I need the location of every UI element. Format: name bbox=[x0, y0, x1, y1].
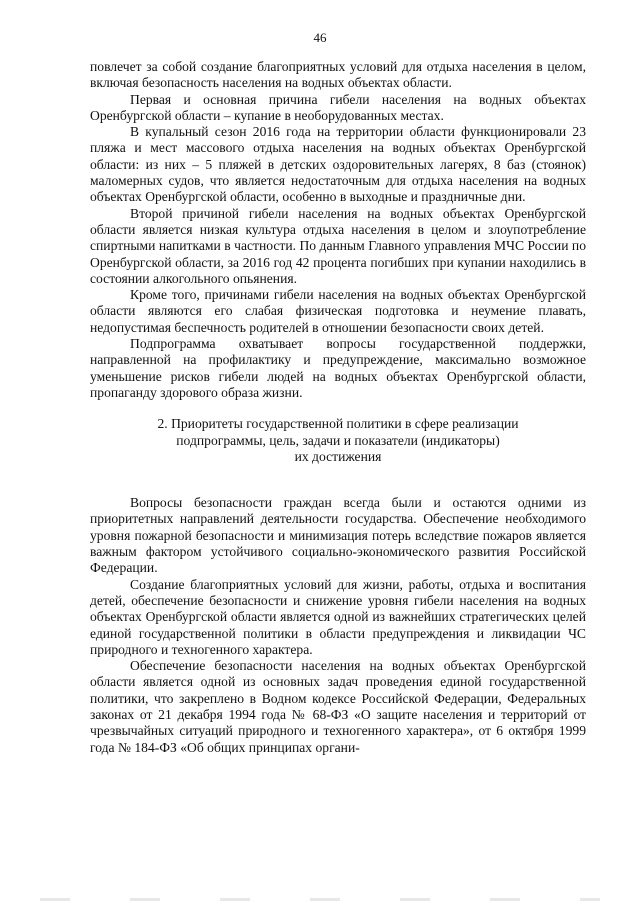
page-number: 46 bbox=[313, 30, 327, 45]
paragraph: Вопросы безопасности граждан всегда были и остаются одними из приоритетных направлений деятельности государства. Обеспечение необходимого уровня пожарной безопасности и минимизация потерь вследствие пожаров является важным фактором устойчивого социально-экономического развития Российской Федерации. bbox=[90, 495, 586, 576]
section-heading-line: их достижения bbox=[294, 448, 382, 464]
paragraph: Создание благоприятных условий для жизни, работы, отдыха и воспитания детей, обеспечение безопасности и снижение уровня гибели населения на водных объектах Оренбургской области является одной из важнейших стратегических целей единой государственной политики в области предупреждения и ликвидации ЧС природного и техногенного характера. bbox=[90, 576, 586, 657]
document-body bbox=[90, 59, 586, 756]
section-heading-line: 2. Приоритеты государственной политики в сфере реализации bbox=[157, 416, 519, 432]
paragraph: Второй причиной гибели населения на водных объектах Оренбургской области является низкая культура отдыха населения в целом и злоупотребление спиртными напитками в частности. По данным Главного управления МЧС России по Оренбургской области, за 2016 год 42 процента погибших при купании находились в состоянии алкогольного опьянения. bbox=[90, 205, 586, 286]
scan-footer-artifact bbox=[40, 898, 600, 901]
paragraph: В купальный сезон 2016 года на территории области функционировали 23 пляжа и мест массового отдыха населения на водных объектах Оренбургской области: из них – 5 пляжей в детских оздоровительных лагерях, 8 баз (стоянок) маломерных судов, что является недостаточным для отдыха населения на водных объектах Оренбургской области, особенно в выходные и праздничные дни. bbox=[90, 124, 586, 205]
paragraph: Первая и основная причина гибели населения на водных объектах Оренбургской области – купание в необорудованных местах. bbox=[90, 91, 586, 123]
paragraph: Кроме того, причинами гибели населения на водных объектах Оренбургской области являются его слабая физическая подготовка и неумение плавать, недопустимая беспечность родителей в отношении безопасности своих детей. bbox=[90, 287, 586, 335]
paragraph: Обеспечение безопасности населения на водных объектах Оренбургской области является одной из основных задач проведения единой государственной политики, что закреплено в Водном кодексе Российской Федерации, Федеральных законах от 21 декабря 1994 года № 68-ФЗ «О защите населения и территорий от чрезвычайных ситуаций природного и техногенного характера», от 6 октября 1999 года № 184-ФЗ «Об общих принципах органи- bbox=[90, 658, 586, 755]
section-heading bbox=[90, 416, 586, 465]
section-heading-line: подпрограммы, цель, задачи и показатели (индикаторы) bbox=[176, 432, 500, 448]
paragraph: повлечет за собой создание благоприятных условий для отдыха населения в целом, включая безопасность населения на водных объектах области. bbox=[90, 59, 586, 91]
paragraph: Подпрограмма охватывает вопросы государственной поддержки, направленной на профилактику и предупреждение, максимально возможное уменьшение рисков гибели людей на водных объектах Оренбургской области, пропаганду здорового образа жизни. bbox=[90, 336, 586, 400]
